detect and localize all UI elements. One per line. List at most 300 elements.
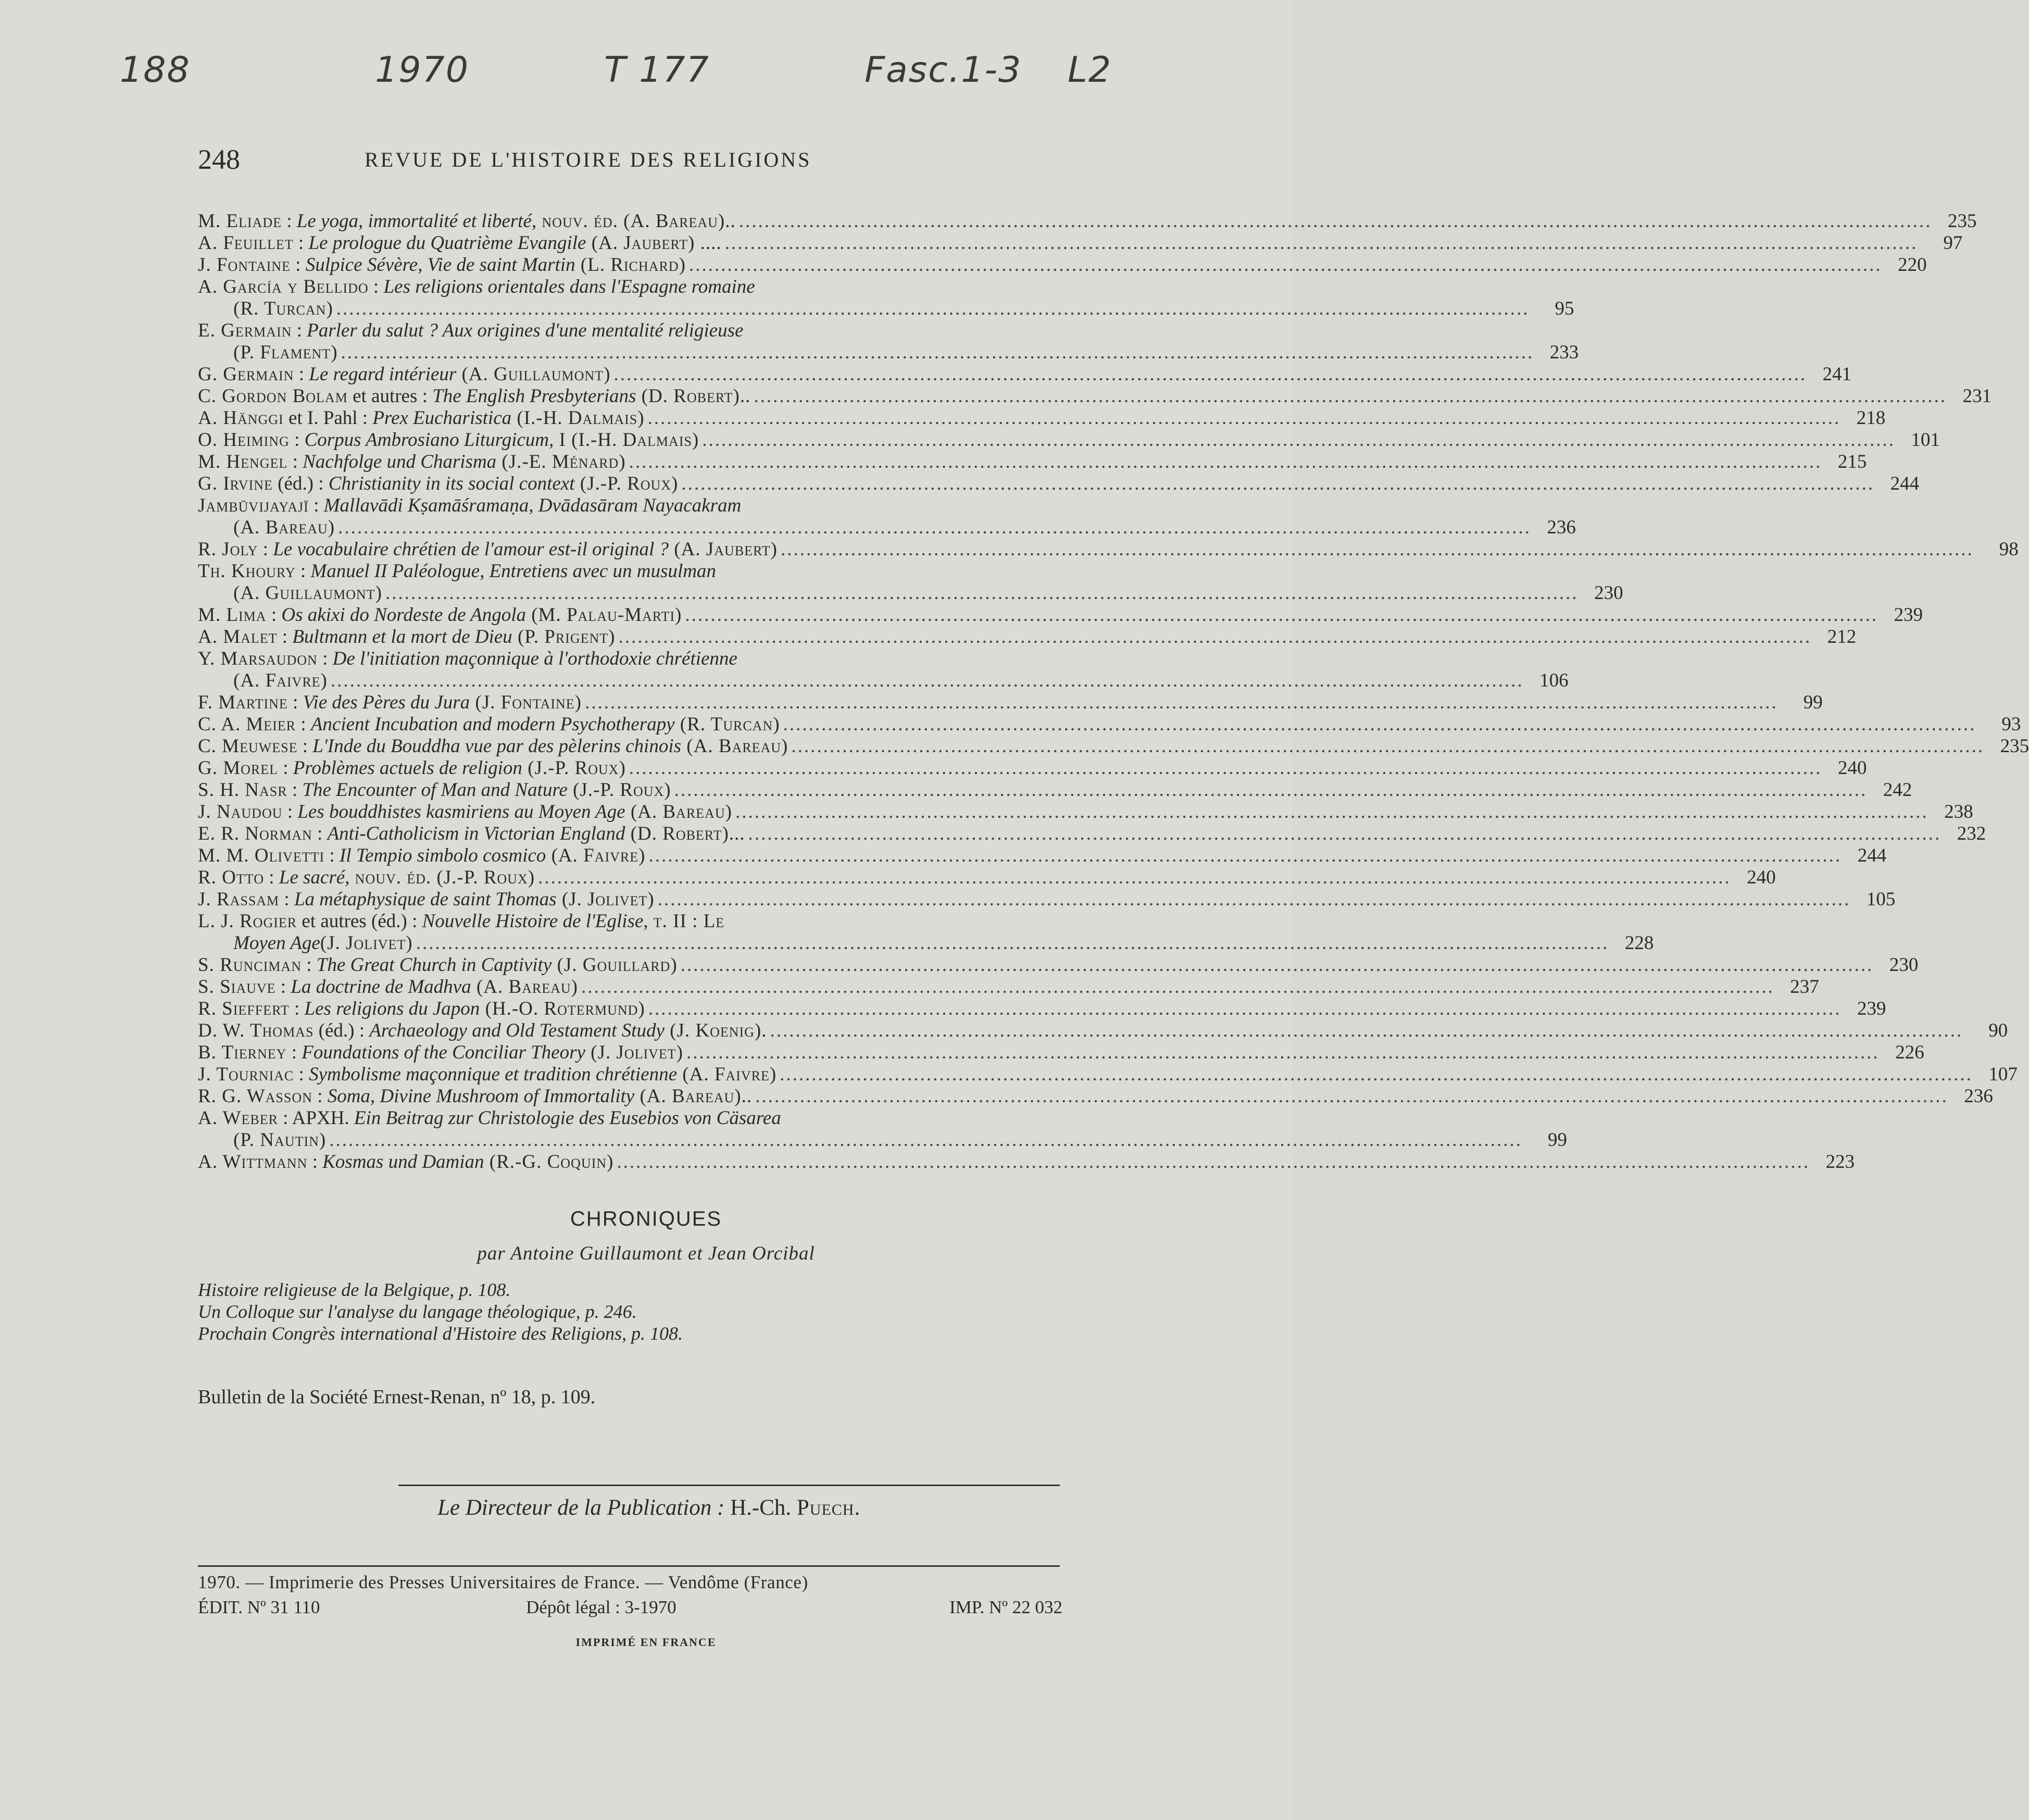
entry-text [198,473,678,495]
entry-text [198,1151,613,1173]
entry-separator: : [290,254,306,276]
entry-line [198,998,1886,1020]
entry-author: A. Weber [198,1107,278,1129]
entry-line [198,1020,2008,1042]
review-entry [198,648,1569,692]
entry-separator: : [294,1064,309,1085]
entry-separator: : [307,1151,323,1173]
entry-text [198,648,737,670]
entry-author: A. García y Bellido [198,276,369,297]
entry-separator: : [278,757,293,779]
entry-separator: : [279,889,294,910]
entry-title: Le yoga, immortalité et liberté, [296,210,537,232]
review-entry [198,1064,2018,1086]
entry-separator: : [258,539,273,560]
entry-page-number: 244 [1857,845,1887,866]
entry-text [198,451,626,473]
entry-text [198,232,722,254]
entry-line [198,210,1977,232]
entry-title: La métaphysique de saint Thomas [294,889,557,910]
entry-reviewer: (J. Koenig). [664,1020,767,1041]
entry-line [198,954,1919,976]
entry-reviewer: (J. Jolivet) [556,889,655,910]
review-entry [198,976,1819,998]
leader-dots [538,867,1731,889]
entry-title: Parler du salut ? Aux origines d'une mentalité religieuse [307,320,744,341]
entry-page-number: 95 [1555,298,1574,319]
entry-title: Il Tempio simbolo cosmico [339,845,546,866]
entry-text [198,364,610,385]
entry-title: Le sacré, [279,867,350,888]
entry-line [198,692,1823,714]
entry-separator: : [294,364,309,385]
entry-title: Soma, Divine Mushroom of Immortality [327,1086,635,1107]
entry-title: Le regard intérieur [309,364,457,385]
review-entry [198,1107,1567,1151]
entry-page-number: 230 [1889,954,1919,976]
leader-dots [658,889,1851,911]
leader-dots [791,736,1984,757]
entry-text [198,757,626,779]
bulletin-note: Bulletin de la Société Ernest-Renan, nº 18, p. 109. [198,1386,596,1408]
entry-line [198,429,1940,451]
leader-dots [648,998,1842,1020]
entry-line [198,1064,2018,1086]
entry-separator: et I. Pahl : [283,407,373,429]
review-entry [198,473,1920,495]
entry-text [198,998,645,1020]
entry-continuation-line [198,1129,1567,1151]
entry-author: R. G. Wasson [198,1086,312,1107]
entry-reviewer: (A. Jaubert) .... [586,232,722,254]
entry-text [198,320,743,342]
leader-dots [681,954,1874,976]
page-header [198,143,1062,180]
entry-line [198,320,1065,342]
review-entry [198,1151,1855,1173]
entry-title: Anti-Catholicism in Victorian England [327,823,625,844]
leader-dots [617,1151,1810,1173]
entry-title: The Encounter of Man and Nature [302,779,568,801]
entry-separator: : [287,451,303,472]
leader-dots [725,232,1918,254]
entry-text [198,560,716,582]
entry-author: J. Fontaine [198,254,291,276]
review-entry [198,604,1923,626]
leader-dots [336,298,1530,320]
entry-line [198,560,1065,582]
divider [198,1565,1060,1567]
leader-dots [755,1086,1948,1107]
handwritten-note: Fasc.1-3 [865,49,1022,91]
section-title: CHRONIQUES [570,1207,722,1230]
entry-title: Nachfolge und Charisma [303,451,497,472]
entry-reviewer: (R.-G. Coquin) [484,1151,614,1173]
leader-dots [754,385,1947,407]
entry-reviewer: (A. Bareau).. [634,1086,753,1107]
entry-line [198,604,1923,626]
entry-title: Christianity in its social context [328,473,575,494]
chronique-item: Histoire religieuse de la Belgique, p. 108. [198,1279,511,1300]
entry-author: E. R. Norman [198,823,312,844]
section-byline: par Antoine Guillaumont et Jean Orcibal [477,1243,815,1264]
imp-number: IMP. Nº 22 032 [949,1597,1062,1617]
entry-author: J. Rassam [198,889,280,910]
review-index-list [198,210,2029,1173]
entry-line [198,867,1776,889]
entry-line [198,889,1896,911]
entry-text [198,779,671,801]
entry-continuation-line [198,298,1574,320]
entry-reviewer: t. II : Le [648,911,725,932]
leader-dots [648,845,1842,867]
review-entry [198,801,1973,823]
entry-text [198,736,788,757]
entry-line [198,1042,1924,1064]
entry-separator: : APXH. [278,1107,354,1129]
entry-reviewer: (A. Faivre) [546,845,646,866]
entry-separator: : [297,736,313,757]
entry-separator: : [277,626,293,647]
entry-author: R. Otto [198,867,264,888]
entry-author: A. Hänggi [198,407,284,429]
entry-line [198,276,1065,298]
entry-title: Bultmann et la mort de Dieu [292,626,512,647]
entry-author: M. Lima [198,604,267,626]
entry-author: S. Siauve [198,976,276,998]
entry-reviewer: (J.-P. Roux) [567,779,671,801]
leader-dots [338,517,1531,539]
entry-line [198,801,1973,823]
leader-dots [629,757,1822,779]
review-entry [198,254,1927,276]
entry-separator: : [301,954,317,976]
entry-page-number: 237 [1790,976,1819,998]
review-entry [198,757,1867,779]
entry-author: Y. Marsaudon [198,648,318,669]
entry-page-number: 238 [1944,801,1973,822]
review-entry [198,407,1886,429]
entry-title: Les religions du Japon [304,998,480,1019]
entry-text [198,911,724,932]
entry-title: Prex Eucharistica [372,407,512,429]
entry-reviewer: (D. Robert)... [625,823,745,844]
leader-dots [739,210,1932,232]
leader-dots [685,604,1878,626]
entry-title: Ein Beitrag zur Christologie des Eusebios von Cäsarea [354,1107,781,1129]
entry-reviewer: (J. Gouillard) [552,954,678,976]
entry-page-number: 90 [1988,1020,2008,1041]
review-entry [198,539,2019,560]
review-entry [198,692,1823,714]
entry-page-number: 220 [1898,254,1927,276]
leader-dots [618,626,1811,648]
chronique-item: Prochain Congrès international d'Histoire des Religions, p. 108. [198,1323,683,1344]
entry-line [198,473,1920,495]
leader-dots [581,976,1774,998]
review-entry [198,779,1912,801]
entry-continuation-line [198,670,1569,692]
entry-continuation: (A. Bareau) [233,517,335,538]
entry-continuation-line [198,342,1579,364]
entry-text [198,954,678,976]
review-entry [198,210,1977,232]
entry-separator: : [312,823,328,844]
entry-page-number: 93 [2001,714,2021,735]
entry-author: Jambūvijayajī [198,495,309,516]
entry-continuation: (A. Faivre) [233,670,328,691]
entry-text [198,1086,752,1107]
entry-reviewer: I (I.-H. Dalmais) [554,429,699,451]
entry-page-number: 99 [1547,1129,1567,1151]
entry-text [198,385,750,407]
entry-text [198,604,682,626]
review-entry [198,560,1623,604]
entry-reviewer: (J. Fontaine) [470,692,582,713]
entry-page-number: 241 [1822,364,1852,385]
entry-reviewer: (J. Jolivet) [320,932,413,954]
entry-author: C. Gordon Bolam [198,385,348,407]
entry-text [198,495,741,517]
entry-reviewer: nouv. éd. (J.-P. Roux) [349,867,535,888]
review-entry [198,385,1992,407]
entry-separator: : [281,210,297,232]
entry-title: Les religions orientales dans l'Espagne romaine [383,276,755,297]
entry-title: Manuel II Paléologue, Entretiens avec un musulman [310,560,716,582]
entry-title: Mallavādi Kṣamāśramaṇa, Dvādasāram Nayacakram [323,495,742,516]
entry-reviewer: (A. Bareau) [625,801,732,822]
review-entry [198,451,1867,473]
entry-text [198,976,578,998]
publication-director [437,1495,860,1520]
entry-separator: : [287,779,303,801]
entry-line [198,757,1867,779]
entry-continuation-line [198,582,1623,604]
entry-line [198,232,1963,254]
entry-page-number: 242 [1883,779,1912,801]
entry-author: J. Naudou [198,801,283,822]
director-name-last: Puech. [796,1495,861,1520]
review-entry [198,889,1896,911]
entry-text [198,1107,781,1129]
imprint-text: 1970. — Imprimerie des Presses Universitaires de France. — Vendôme (France) [198,1572,808,1592]
entry-page-number: 239 [1857,998,1886,1019]
entry-page-number: 106 [1539,670,1569,691]
review-entry [198,823,1986,845]
entry-title: Le prologue du Quatrième Evangile [308,232,586,254]
review-entry [198,1020,2008,1042]
entry-reviewer: (A. Guillaumont) [456,364,611,385]
entry-text [198,429,699,451]
leader-dots [686,1042,1880,1064]
entry-text [198,210,736,232]
entry-author: A. Malet [198,626,278,647]
entry-author: G. Germain [198,364,294,385]
entry-separator: : [275,976,291,998]
entry-separator: : [295,560,311,582]
entry-text [198,1042,683,1064]
review-entry [198,867,1776,889]
entry-author: M. Hengel [198,451,288,472]
entry-continuation-line [198,932,1654,954]
leader-dots [629,451,1822,473]
review-entry [198,495,1576,539]
entry-continuation: (P. Flament) [233,342,338,363]
entry-page-number: 230 [1594,582,1623,604]
entry-line [198,911,1065,932]
review-entry [198,954,1919,976]
entry-line [198,451,1867,473]
entry-title: Foundations of the Conciliar Theory [302,1042,585,1063]
entry-text [198,823,745,845]
entry-title: De l'initiation maçonnique à l'orthodoxie chrétienne [332,648,737,669]
printed-in-france: IMPRIMÉ EN FRANCE [575,1636,717,1649]
entry-reviewer: (I.-H. Dalmais) [511,407,645,429]
entry-reviewer: (J. Jolivet) [585,1042,683,1063]
entry-title: La doctrine de Madhva [291,976,471,998]
entry-text [198,407,645,429]
entry-reviewer: (J.-P. Roux) [522,757,626,779]
entry-line [198,976,1819,998]
entry-text [198,1064,776,1086]
entry-page-number: 232 [1957,823,1986,844]
entry-author: E. Germain [198,320,292,341]
entry-page-number: 105 [1866,889,1896,910]
leader-dots [341,342,1534,364]
entry-page-number: 99 [1803,692,1823,713]
leader-dots [385,582,1579,604]
chronique-item: Un Colloque sur l'analyse du langage théologique, p. 246. [198,1301,637,1322]
entry-author: J. Tourniac [198,1064,294,1085]
entry-page-number: 239 [1894,604,1923,626]
entry-reviewer: (A. Bareau) [471,976,578,998]
entry-author: A. Feuillet [198,232,294,254]
entry-title: Symbolisme maçonnique et tradition chrétienne [309,1064,678,1085]
entry-reviewer: (D. Robert).. [636,385,751,407]
entry-author: R. Joly [198,539,258,560]
handwritten-note: 188 [120,49,191,91]
review-entry [198,1086,1993,1107]
entry-page-number: 98 [1999,539,2019,560]
entry-separator: : [282,801,298,822]
review-entry [198,276,1574,320]
leader-dots [674,779,1868,801]
entry-line [198,539,2019,560]
handwritten-note: L2 [1068,49,1112,91]
entry-page-number: 226 [1895,1042,1924,1063]
entry-title: Nouvelle Histoire de l'Eglise, [422,911,648,932]
entry-page-number: 240 [1747,867,1776,888]
entry-title: Le vocabulaire chrétien de l'amour est-il original ? [273,539,669,560]
entry-continuation: Moyen Age [233,932,320,954]
entry-continuation: (A. Guillaumont) [233,582,382,604]
entry-title: The Great Church in Captivity [316,954,552,976]
entry-line [198,407,1886,429]
running-title: REVUE DE L'HISTOIRE DES RELIGIONS [365,148,812,171]
entry-author: C. Meuwese [198,736,298,757]
entry-continuation-line [198,517,1576,539]
entry-text [198,801,732,823]
entry-page-number: 228 [1624,932,1654,954]
review-entry [198,714,2021,736]
leader-dots [783,714,1976,736]
entry-author: L. J. Rogier [198,911,297,932]
entry-page-number: 235 [2000,736,2029,757]
entry-separator: (éd.) : [314,1020,370,1041]
review-entry [198,845,1887,867]
entry-reviewer: (A. Faivre) [677,1064,777,1085]
entry-separator: : [286,1042,302,1063]
entry-author: M. Eliade [198,210,282,232]
entry-line [198,1107,1065,1129]
entry-separator: et autres : [347,385,433,407]
handwritten-note: 1970 [375,49,470,91]
entry-line [198,779,1912,801]
entry-text [198,889,655,911]
review-entry [198,232,1963,254]
review-entry [198,998,1886,1020]
entry-title: Os akixi do Nordeste de Angola [281,604,526,626]
entry-separator: : [368,276,384,297]
entry-page-number: 97 [1943,232,1963,254]
entry-separator: : [308,495,324,516]
entry-separator: : [264,867,279,888]
entry-text [198,867,535,889]
entry-author: M. M. Olivetti [198,845,325,866]
leader-dots [735,801,1928,823]
entry-separator: : [296,714,311,735]
handwritten-note: T 177 [604,49,710,91]
entry-author: F. Martine [198,692,288,713]
entry-page-number: 244 [1890,473,1920,494]
review-entry [198,320,1579,364]
entry-title: Ancient Incubation and modern Psychotherapy [310,714,675,735]
divider [398,1485,1060,1486]
entry-reviewer: (J.-P. Roux) [574,473,679,494]
entry-page-number: 101 [1911,429,1940,451]
entry-line [198,626,1857,648]
entry-reviewer: (J.-E. Ménard) [496,451,626,472]
chroniques-list [198,1279,683,1344]
entry-page-number: 235 [1948,210,1977,232]
entry-line [198,254,1927,276]
legal-deposit: Dépôt légal : 3-1970 [526,1597,677,1617]
entry-separator: : [312,1086,328,1107]
entry-page-number: 215 [1837,451,1867,472]
entry-separator: (éd.) : [272,473,329,494]
entry-text [198,539,778,560]
leader-dots [648,407,1841,429]
leader-dots [329,1129,1522,1151]
leader-dots [585,692,1778,714]
entry-line [198,1086,1993,1107]
entry-title: Archaeology and Old Testament Study [369,1020,665,1041]
leader-dots [781,539,1974,560]
entry-title: Corpus Ambrosiano Liturgicum, [304,429,554,451]
entry-reviewer: (R. Turcan) [674,714,780,735]
entry-separator: : [317,648,333,669]
entry-line [198,648,1065,670]
leader-dots [689,254,1882,276]
entry-separator: : [292,320,307,341]
review-entry [198,736,2029,757]
entry-text [198,692,582,714]
entry-text [198,254,686,276]
entry-author: A. Wittmann [198,1151,308,1173]
entry-line [198,714,2021,736]
leader-dots [770,1020,1963,1042]
entry-title: Vie des Pères du Jura [303,692,470,713]
